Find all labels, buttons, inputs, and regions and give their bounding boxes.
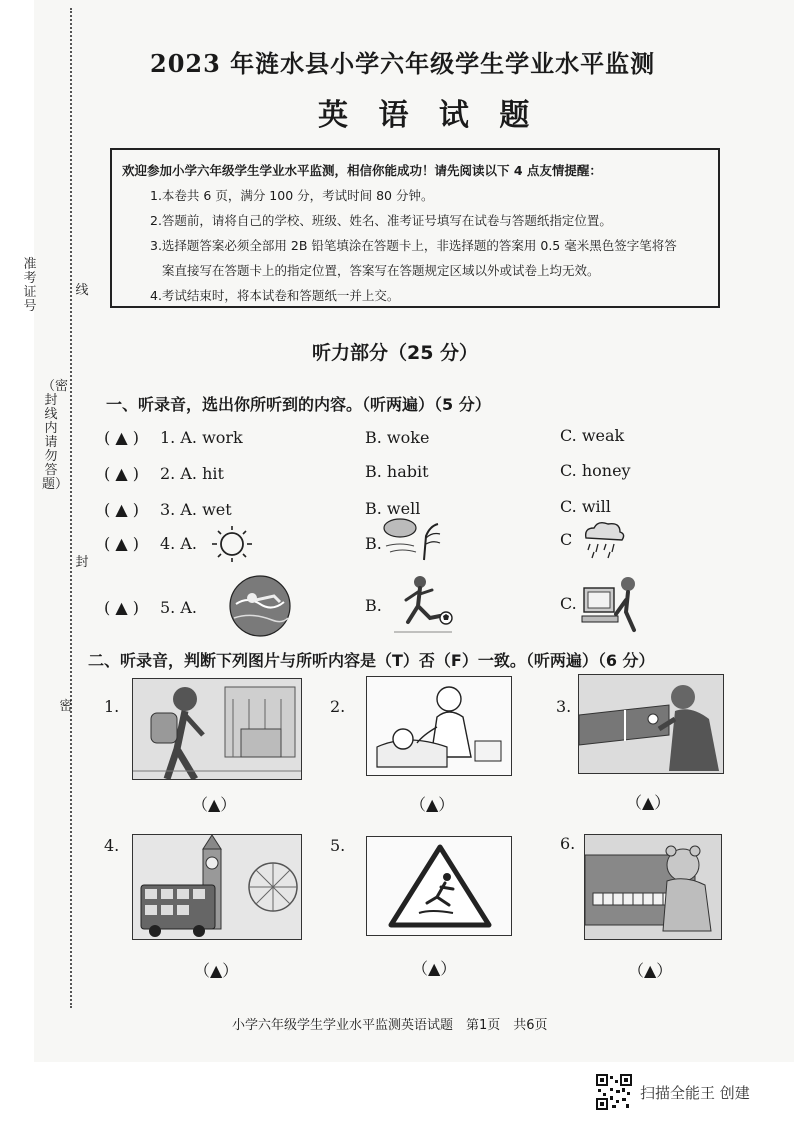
q4-blank[interactable]: ( ▲ ) — [104, 534, 139, 553]
q1-option-b: B. woke — [365, 428, 430, 447]
notice-item: 2.答题前，请将自己的学校、班级、姓名、准考证号填写在试卷与答题纸指定位置。 — [150, 213, 612, 228]
q3-blank[interactable]: ( ▲ ) — [104, 500, 139, 519]
part1-title: 一、听录音，选出你所听到的内容。（听两遍）（5 分） — [106, 395, 491, 414]
margin-exam-number: 准考证号 — [23, 257, 37, 314]
p2-item1-number: 1. — [104, 697, 120, 716]
q2-option-b: B. habit — [365, 462, 429, 481]
p2-item6-answer[interactable]: （▲） — [628, 961, 673, 980]
q4-option-b: B. — [365, 534, 382, 553]
p2-item3-answer[interactable]: （▲） — [626, 793, 671, 812]
q1-option-a: 1. A. work — [160, 428, 243, 447]
p2-item4-number: 4. — [104, 836, 120, 855]
p2-item4-answer[interactable]: （▲） — [194, 961, 239, 980]
computer-user-picture — [578, 570, 648, 634]
qr-code-icon — [596, 1074, 632, 1110]
picture-doctor-patient — [366, 676, 512, 776]
q1-blank[interactable]: ( ▲ ) — [104, 428, 139, 447]
football-picture — [390, 572, 456, 636]
notice-item: 3.选择题答案必须全部用 2B 铅笔填涂在答题卡上，非选择题的答案用 0.5 毫米黑色签字笔将答 — [150, 238, 677, 253]
q4-option-a: 4. A. — [160, 534, 197, 553]
q2-option-a: 2. A. hit — [160, 464, 224, 483]
notice-item: 1.本卷共 6 页，满分 100 分，考试时间 80 分钟。 — [150, 188, 434, 203]
q3-option-a: 3. A. wet — [160, 500, 232, 519]
q2-option-c: C. honey — [560, 461, 631, 480]
q5-option-c: C. — [560, 594, 577, 613]
p2-item2-number: 2. — [330, 697, 346, 716]
p2-item3-number: 3. — [556, 697, 572, 716]
notice-item: 4.考试结束时，将本试卷和答题纸一并上交。 — [150, 288, 400, 303]
rain-cloud-icon — [578, 520, 628, 560]
notice-item: 案直接写在答题卡上的指定位置，答案写在答题规定区域以外或试卷上均无效。 — [162, 263, 600, 278]
q1-option-c: C. weak — [560, 426, 625, 445]
windy-tree-icon — [380, 516, 444, 562]
picture-girl-walking — [132, 678, 302, 780]
p2-item2-answer[interactable]: （▲） — [410, 795, 455, 814]
margin-label-line: 线 — [75, 283, 89, 298]
notice-box — [110, 148, 720, 308]
p2-item6-number: 6. — [560, 834, 576, 853]
binding-line — [70, 8, 76, 1008]
margin-notice: （密 封 线 内 请 勿 答 题） — [42, 379, 69, 492]
q4-option-c: C — [560, 530, 573, 549]
page-footer: 小学六年级学生学业水平监测英语试题 第1页 共6页 — [232, 1018, 548, 1033]
p2-item1-answer[interactable]: （▲） — [192, 795, 237, 814]
sun-icon — [206, 524, 258, 564]
q2-blank[interactable]: ( ▲ ) — [104, 464, 139, 483]
scanner-brand-text: 扫描全能王 创建 — [640, 1084, 750, 1102]
listening-section-title: 听力部分（25 分） — [312, 342, 479, 364]
exam-title: 2023 年涟水县小学六年级学生学业水平监测 — [150, 49, 656, 78]
margin-label-seal: 封 — [75, 555, 89, 570]
margin-label-secret: 密 — [59, 699, 73, 714]
picture-table-tennis — [578, 674, 724, 774]
part2-title: 二、听录音，判断下列图片与所听内容是（T）否（F）一致。（听两遍）（6 分） — [88, 651, 655, 670]
picture-bear-piano — [584, 834, 722, 940]
q5-blank[interactable]: ( ▲ ) — [104, 598, 139, 617]
p2-item5-answer[interactable]: （▲） — [412, 959, 457, 978]
q3-option-c: C. will — [560, 497, 611, 516]
picture-slippery-sign — [366, 836, 512, 936]
p2-item5-number: 5. — [330, 836, 346, 855]
swimming-picture — [222, 574, 298, 638]
q3-option-b: B. well — [365, 499, 421, 518]
q5-option-a: 5. A. — [160, 598, 197, 617]
picture-london-bus — [132, 834, 302, 940]
exam-subtitle: 英 语 试 题 — [318, 98, 540, 133]
q5-option-b: B. — [365, 596, 382, 615]
notice-intro: 欢迎参加小学六年级学生学业水平监测，相信你能成功！请先阅读以下 4 点友情提醒： — [122, 163, 602, 178]
